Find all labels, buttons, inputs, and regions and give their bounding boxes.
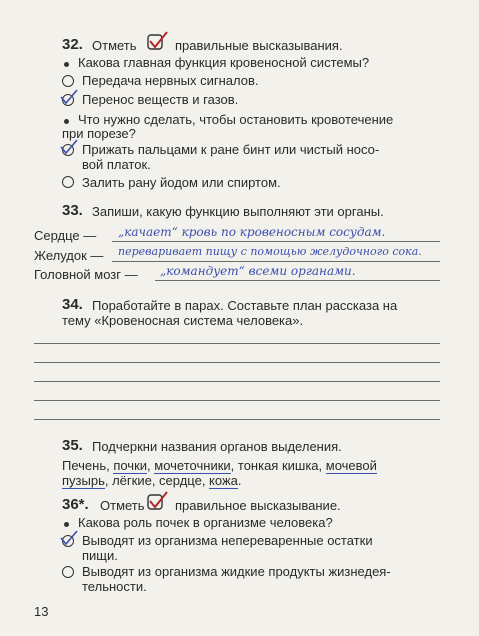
question-1: Какова главная функция кровеносной системы? (78, 55, 370, 70)
answer-text: Передача нервных сигналов. (82, 73, 259, 88)
organ-words: , лёгкие, сердце, (104, 473, 210, 488)
answer-text: Выводят из организма жидкие продукты жизнедея- (82, 564, 391, 579)
answer-line (155, 280, 440, 281)
exercise-33-number: 33. (62, 202, 83, 219)
answer-text: Выводят из организма непереваренные остатки (82, 533, 373, 548)
exercise-33-text: Запиши, какую функцию выполняют эти органы. (92, 204, 384, 219)
answer-circle[interactable] (62, 176, 74, 188)
exercise-35-number: 35. (62, 437, 83, 454)
handwritten-check-icon (58, 88, 80, 106)
exercise-35-text: Подчеркни названия органов выделения. (92, 439, 342, 454)
answer-circle[interactable] (62, 75, 74, 87)
check-mark-icon (145, 490, 171, 512)
exercise-36-post: правильное высказывание. (175, 498, 341, 513)
organ-words: , тонкая кишка, (230, 458, 326, 473)
answer-text: Залить рану йодом или спиртом. (82, 175, 281, 190)
writing-line (34, 419, 440, 420)
writing-line (34, 362, 440, 363)
question: Какова роль почек в организме человека? (78, 515, 333, 530)
organ-word-underlined: кожа (209, 473, 238, 488)
organ-word-underlined: мочевой (325, 458, 377, 473)
writing-line (34, 381, 440, 382)
writing-line (34, 400, 440, 401)
organ-label: Головной мозг — (34, 267, 138, 282)
handwritten-check-icon (58, 138, 80, 156)
organ-word-underlined: пузырь (62, 473, 105, 488)
check-mark-icon (145, 30, 171, 52)
handwritten-check-icon (58, 529, 80, 547)
exercise-36-number: 36*. (62, 496, 89, 513)
handwritten-answer: переваривает пищу с помощью желудочного сока. (118, 245, 422, 258)
bullet (64, 119, 69, 124)
question-2-cont: при порезе? (62, 126, 136, 141)
organs-line-2 (62, 473, 242, 488)
answer-line (112, 241, 440, 242)
organ-label: Сердце — (34, 228, 97, 243)
answer-text: Прижать пальцами к ране бинт или чистый носо- (82, 142, 380, 157)
writing-line (34, 343, 440, 344)
exercise-32-post: правильные высказывания. (175, 38, 343, 53)
exercise-34-line1: Поработайте в парах. Составьте план рассказа на (92, 298, 398, 313)
exercise-32-number: 32. (62, 36, 83, 53)
answer-line (112, 261, 440, 262)
organ-word: Печень, (62, 458, 114, 473)
answer-text-cont: тельности. (82, 579, 147, 594)
exercise-36-pre: Отметь (100, 498, 145, 513)
answer-circle[interactable] (62, 566, 74, 578)
handwritten-answer: „качает“ кровь по кровеносным сосудам. (118, 225, 386, 239)
exercise-32-pre: Отметь (92, 38, 137, 53)
organ-word-underlined: почки (113, 458, 148, 473)
organ-label: Желудок — (34, 248, 104, 263)
bullet (64, 522, 69, 527)
period: . (237, 473, 242, 488)
exercise-34-number: 34. (62, 296, 83, 313)
question-2: Что нужно сделать, чтобы остановить кровотечение (78, 112, 394, 127)
page-number: 13 (34, 604, 49, 619)
answer-text: Перенос веществ и газов. (82, 92, 239, 107)
organs-line-1 (62, 458, 377, 473)
exercise-34-line2: тему «Кровеносная система человека». (62, 313, 304, 328)
handwritten-answer: „командует“ всеми органами. (160, 264, 356, 278)
organ-word-underlined: мочеточники (154, 458, 231, 473)
bullet (64, 62, 69, 67)
answer-text-cont: вой платок. (82, 157, 151, 172)
answer-text-cont: пищи. (82, 548, 118, 563)
separator: , (147, 458, 155, 473)
